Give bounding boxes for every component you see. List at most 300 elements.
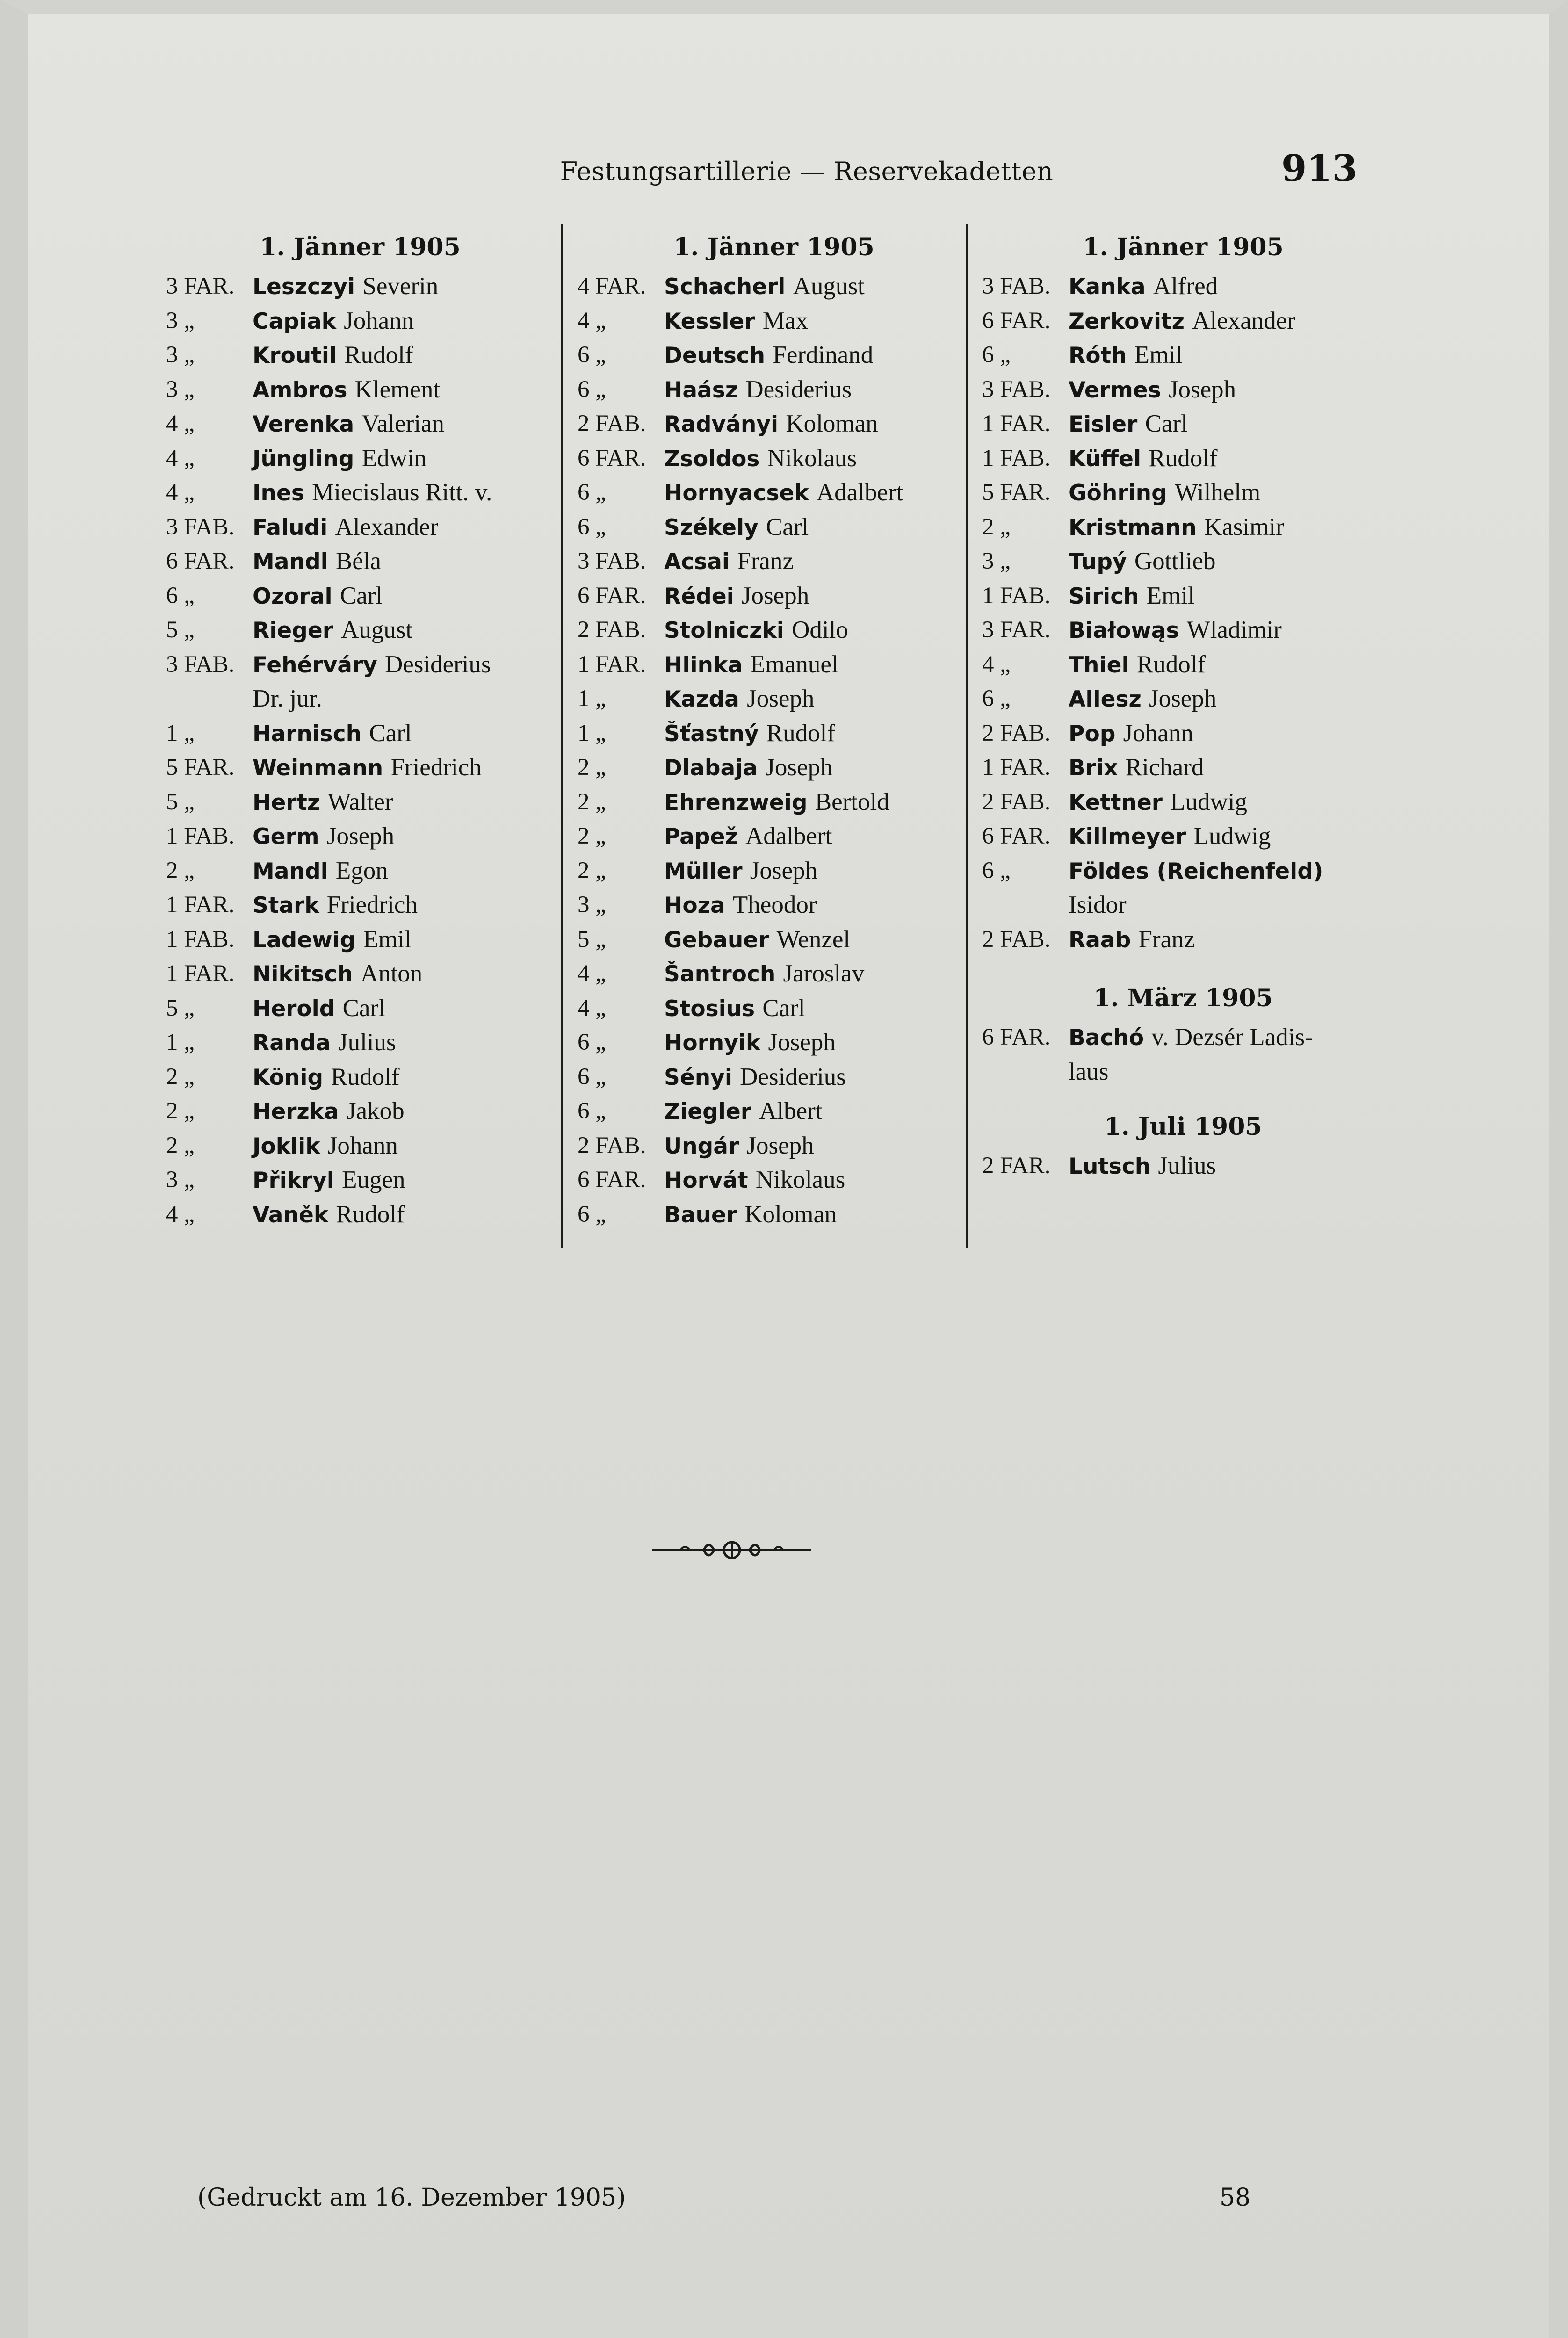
surname: Gebauer: [664, 927, 769, 953]
person-name: [664, 304, 970, 339]
unit-label: 2 FAB.: [982, 720, 1051, 746]
given-name: Alfred: [1153, 273, 1218, 300]
person-name: [253, 750, 554, 785]
surname: Ziegler: [664, 1099, 751, 1125]
surname: Ladewig: [253, 927, 356, 953]
list-entry: [166, 476, 554, 510]
unit-label: 4 „: [166, 479, 195, 505]
section-heading: 1. Juli 1905: [1104, 1112, 1262, 1141]
given-name: Walter: [327, 788, 393, 815]
given-name: Dr. jur.: [253, 685, 322, 712]
person-name: [253, 854, 554, 888]
person-name: [1069, 1020, 1384, 1055]
given-name: Richard: [1125, 754, 1204, 781]
unit-label: 6 „: [578, 1098, 606, 1124]
surname: Capiak: [253, 308, 336, 334]
given-name: Desiderius: [740, 1063, 846, 1090]
unit-label: 3 FAB.: [166, 651, 235, 678]
person-name: [253, 269, 554, 304]
surname: Küffel: [1069, 446, 1142, 472]
surname: Radványi: [664, 411, 779, 437]
surname: Faludi: [253, 514, 328, 541]
unit-label: 1 FAB.: [166, 823, 235, 849]
name-gap: [725, 891, 733, 919]
list-entry: [166, 854, 554, 888]
surname: Ambros: [253, 377, 347, 403]
unit-label: 4 „: [166, 1201, 195, 1227]
name-gap: [743, 857, 750, 885]
list-entry: [982, 269, 1384, 304]
list-entry: [166, 373, 554, 407]
name-gap: [383, 754, 390, 781]
name-gap: [304, 479, 312, 506]
name-gap: [1139, 582, 1147, 610]
person-name: [664, 923, 970, 957]
surname: Weinmann: [253, 755, 383, 781]
given-name: Wladimir: [1186, 616, 1282, 643]
person-name: [253, 1025, 554, 1060]
unit-label: 2 „: [578, 857, 606, 884]
list-entry: [982, 682, 1384, 716]
given-name: Adalbert: [816, 479, 903, 506]
person-name: [664, 957, 970, 991]
name-gap: [361, 720, 369, 747]
name-gap: [755, 995, 762, 1022]
unit-label: 2 „: [166, 857, 195, 884]
name-gap: [377, 651, 385, 678]
name-gap: [1129, 651, 1137, 678]
given-name: Desiderius: [745, 375, 852, 403]
given-name: Wilhelm: [1174, 479, 1261, 506]
unit-label: 6 FAR.: [578, 582, 646, 609]
unit-label: 2 „: [982, 513, 1011, 540]
name-gap: [1118, 754, 1125, 781]
person-name: [664, 1094, 970, 1129]
name-gap: [1142, 685, 1149, 713]
person-name: [253, 716, 554, 751]
list-entry: [166, 819, 554, 854]
unit-label: 6 „: [982, 342, 1011, 368]
surname: Hornyacsek: [664, 480, 809, 506]
unit-label: 6 „: [166, 582, 195, 609]
surname: Germ: [253, 824, 319, 850]
surname: Mandl: [253, 549, 328, 575]
sheet-signature: 58: [1220, 2184, 1251, 2212]
list-entry: [166, 441, 554, 476]
name-gap: [755, 307, 763, 335]
entry-list: [982, 269, 1384, 957]
given-name: Joseph: [746, 1132, 814, 1159]
list-entry: [578, 579, 970, 613]
list-entry: [166, 613, 554, 648]
list-entry: [578, 716, 970, 751]
person-name: [664, 544, 970, 579]
given-name: Carl: [342, 994, 385, 1022]
person-name: [664, 1060, 970, 1095]
name-gap: [319, 891, 326, 919]
surname: Müller: [664, 858, 743, 884]
person-name: [253, 1163, 554, 1198]
person-name: [664, 476, 970, 510]
surname: Fehérváry: [253, 652, 377, 678]
person-name: [253, 1198, 554, 1232]
person-name: [664, 785, 970, 820]
unit-label: 1 „: [578, 720, 606, 746]
given-name: Albert: [759, 1097, 823, 1125]
name-gap: [1127, 548, 1134, 575]
surname: Hlinka: [664, 652, 743, 678]
running-head: Festungsartillerie — Reservekadetten: [560, 157, 1054, 186]
unit-label: [982, 888, 1069, 923]
given-name: Wenzel: [776, 925, 851, 953]
surname: Thiel: [1069, 652, 1129, 678]
person-name: [1069, 269, 1384, 304]
person-name: [253, 441, 554, 476]
given-name: Carl: [766, 513, 809, 541]
name-gap: [1161, 376, 1169, 404]
unit-label: 3 FAR.: [166, 273, 235, 299]
name-gap: [347, 376, 354, 404]
surname: Stark: [253, 893, 319, 918]
given-name: Friedrich: [326, 891, 418, 918]
given-name: Kasimir: [1204, 513, 1284, 541]
list-entry: [578, 682, 970, 716]
unit-label: 1 „: [166, 1029, 195, 1055]
unit-label: 3 FAB.: [166, 513, 235, 540]
person-name: [664, 648, 970, 682]
name-gap: [1127, 341, 1134, 369]
unit-label: 2 „: [578, 823, 606, 849]
list-entry: [982, 888, 1384, 923]
person-name: [253, 613, 554, 648]
given-name: Miecislaus Ritt. v.: [312, 479, 492, 506]
name-gap: [333, 616, 341, 644]
list-entry: [578, 854, 970, 888]
given-name: Rudolf: [331, 1063, 400, 1090]
name-gap: [323, 1063, 331, 1091]
name-gap: [738, 376, 745, 404]
person-name: [253, 923, 554, 957]
unit-label: 6 „: [578, 1063, 606, 1090]
list-entry: [982, 785, 1384, 820]
person-name: [253, 1094, 554, 1129]
person-name: [1069, 750, 1384, 785]
person-name: [1069, 888, 1384, 923]
list-entry: [578, 476, 970, 510]
given-name: Nikolaus: [755, 1166, 845, 1193]
surname: Haász: [664, 377, 738, 403]
list-entry: [578, 957, 970, 991]
list-entry: [982, 819, 1384, 854]
list-entry: [578, 1163, 970, 1198]
surname: König: [253, 1064, 324, 1090]
given-name: Bertold: [815, 788, 889, 815]
surname: Kroutil: [253, 343, 337, 368]
list-entry: [166, 1198, 554, 1232]
list-entry: [166, 1094, 554, 1129]
person-name: [253, 373, 554, 407]
given-name: Alexander: [335, 513, 439, 541]
given-name: Eugen: [342, 1166, 405, 1193]
given-name: Theodor: [732, 891, 817, 918]
given-name: Friedrich: [390, 754, 482, 781]
list-entry: [166, 579, 554, 613]
given-name: Klement: [354, 375, 441, 403]
person-name: [664, 888, 970, 923]
list-entry: [578, 269, 970, 304]
unit-label: 4 „: [166, 411, 195, 437]
person-name: [253, 1060, 554, 1095]
column-heading: 1. Jänner 1905: [260, 233, 461, 261]
unit-label: 3 „: [166, 376, 195, 403]
surname: Herold: [253, 996, 335, 1022]
given-name: Ludwig: [1193, 823, 1271, 850]
list-entry: [166, 1129, 554, 1163]
unit-label: 6 FAR.: [982, 307, 1051, 334]
surname: Zerkovitz: [1069, 308, 1185, 334]
column-1: [166, 234, 554, 1232]
given-name: Ferdinand: [773, 341, 874, 368]
person-name: [664, 613, 970, 648]
given-name: August: [341, 616, 413, 643]
list-entry: [982, 544, 1384, 579]
unit-label: 1 FAB.: [982, 582, 1051, 609]
person-name: [1069, 510, 1384, 545]
unit-label: 6 „: [578, 342, 606, 368]
unit-label: 6 FAR.: [166, 548, 235, 574]
person-name: [253, 579, 554, 613]
section-heading: 1. März 1905: [1093, 984, 1273, 1012]
unit-label: 2 „: [166, 1098, 195, 1124]
column-3: [982, 234, 1384, 1183]
given-name: Odilo: [792, 616, 848, 643]
column-heading: 1. Jänner 1905: [673, 233, 874, 261]
surname: Leszczyi: [253, 274, 355, 300]
unit-label: 4 „: [578, 960, 606, 987]
given-name: Emil: [1134, 341, 1183, 368]
person-name: [253, 785, 554, 820]
person-name: [1069, 854, 1384, 888]
name-gap: [336, 307, 344, 335]
list-entry: [982, 441, 1384, 476]
given-name: Rudolf: [766, 719, 836, 747]
surname: Mandl: [253, 858, 328, 884]
name-gap: [328, 1201, 336, 1228]
given-name: Franz: [737, 548, 794, 575]
list-entry: [578, 304, 970, 339]
person-name: [664, 579, 970, 613]
surname: Ines: [253, 480, 304, 506]
person-name: [664, 510, 970, 545]
name-gap: [759, 720, 766, 747]
surname: Lutsch: [1069, 1154, 1151, 1179]
unit-label: 5 „: [166, 788, 195, 815]
unit-label: 2 FAB.: [982, 926, 1051, 953]
surname: Joklik: [253, 1133, 320, 1159]
name-gap: [758, 754, 765, 781]
surname: Randa: [253, 1030, 331, 1056]
surname: Acsai: [664, 549, 730, 575]
unit-label: 1 FAR.: [166, 892, 235, 918]
name-gap: [734, 582, 742, 610]
surname: Kanka: [1069, 274, 1146, 300]
given-name: Emil: [1146, 582, 1195, 609]
list-entry: [982, 373, 1384, 407]
list-entry: [578, 407, 970, 441]
unit-label: 1 „: [578, 686, 606, 712]
surname: Nikitsch: [253, 961, 353, 987]
name-gap: [1115, 720, 1123, 747]
surname: Jüngling: [253, 446, 354, 472]
person-name: [664, 682, 970, 716]
list-entry: [166, 716, 554, 751]
list-entry: [578, 613, 970, 648]
column-divider: [561, 224, 563, 1248]
list-entry: [166, 682, 554, 716]
given-name: Emanuel: [750, 650, 838, 678]
unit-label: 4 „: [166, 445, 195, 471]
unit-label: 2 „: [166, 1132, 195, 1159]
given-name: Max: [762, 307, 808, 334]
list-entry: [982, 854, 1384, 888]
list-entry: [578, 888, 970, 923]
list-entry: [982, 338, 1384, 373]
given-name: Carl: [340, 582, 383, 609]
name-gap: [732, 1063, 740, 1091]
person-name: [1069, 476, 1384, 510]
person-name: [664, 1129, 970, 1163]
surname: Kettner: [1069, 789, 1163, 815]
name-gap: [751, 1097, 759, 1125]
person-name: [1069, 923, 1384, 957]
surname: Bachó: [1069, 1025, 1144, 1051]
name-gap: [738, 823, 745, 850]
person-name: [1069, 544, 1384, 579]
name-gap: [1150, 1152, 1158, 1180]
person-name: [1069, 579, 1384, 613]
surname: Vaněk: [253, 1202, 329, 1228]
person-name: [253, 476, 554, 510]
person-name: [664, 716, 970, 751]
name-gap: [339, 1097, 347, 1125]
name-gap: [1137, 410, 1145, 438]
name-gap: [759, 445, 767, 472]
list-entry: [982, 304, 1384, 339]
person-name: [253, 510, 554, 545]
surname: Göhring: [1069, 480, 1167, 506]
name-gap: [748, 1166, 756, 1194]
page-number: 913: [1281, 147, 1358, 190]
given-name: Carl: [762, 994, 805, 1022]
person-name: [253, 991, 554, 1026]
person-name: [253, 1129, 554, 1163]
name-gap: [1186, 823, 1193, 850]
person-name: [1069, 373, 1384, 407]
list-entry: [982, 1055, 1384, 1090]
list-entry: [982, 1020, 1384, 1055]
list-entry: [982, 648, 1384, 682]
person-name: [1069, 682, 1384, 716]
given-name: Johann: [344, 307, 414, 334]
name-gap: [353, 960, 361, 988]
given-name: Franz: [1138, 925, 1195, 953]
given-name: Koloman: [786, 410, 878, 437]
surname: Přikryl: [253, 1168, 334, 1193]
given-name: Johann: [1123, 719, 1193, 747]
list-entry: [578, 1094, 970, 1129]
name-gap: [327, 513, 335, 541]
list-entry: [166, 338, 554, 373]
surname: Hornyik: [664, 1030, 761, 1056]
unit-label: 2 „: [578, 754, 606, 780]
person-name: [664, 1163, 970, 1198]
entry-list: [578, 269, 970, 1232]
list-entry: [982, 407, 1384, 441]
list-entry: [578, 338, 970, 373]
unit-label: [166, 682, 253, 716]
unit-label: 6 „: [982, 857, 1011, 884]
list-entry: [166, 544, 554, 579]
unit-label: 3 FAB.: [982, 376, 1051, 403]
list-entry: [166, 957, 554, 991]
given-name: laus: [1069, 1058, 1109, 1085]
unit-label: 1 FAR.: [166, 960, 235, 987]
person-name: [253, 819, 554, 854]
surname: Hoza: [664, 893, 725, 918]
name-gap: [759, 513, 766, 541]
given-name: Carl: [369, 719, 412, 747]
name-gap: [730, 548, 737, 575]
list-entry: [166, 510, 554, 545]
person-name: [1069, 441, 1384, 476]
person-name: [253, 304, 554, 339]
unit-label: 6 „: [578, 1201, 606, 1227]
unit-label: 4 „: [578, 995, 606, 1021]
person-name: [253, 648, 554, 682]
unit-label: 6 FAR.: [982, 823, 1051, 849]
person-name: [1069, 1149, 1384, 1183]
person-name: [664, 1198, 970, 1232]
name-gap: [1197, 513, 1204, 541]
given-name: Severin: [362, 273, 439, 300]
surname: Raab: [1069, 927, 1131, 953]
list-entry: [166, 304, 554, 339]
person-name: [664, 991, 970, 1026]
list-entry: [166, 888, 554, 923]
given-name: Adalbert: [745, 823, 832, 850]
surname: Földes (Reichenfeld): [1069, 858, 1323, 884]
surname: Deutsch: [664, 343, 766, 368]
list-entry: [578, 819, 970, 854]
given-name: Jakob: [346, 1097, 405, 1125]
imprint-note: (Gedruckt am 16. Dezember 1905): [197, 2184, 626, 2212]
unit-label: 1 FAR.: [982, 411, 1051, 437]
unit-label: 5 „: [578, 926, 606, 953]
unit-label: 6 „: [982, 686, 1011, 712]
person-name: [1069, 1055, 1384, 1090]
surname: Tupý: [1069, 549, 1127, 575]
given-name: August: [793, 273, 865, 300]
surname: Šťastný: [664, 721, 759, 747]
surname: Hertz: [253, 789, 320, 815]
given-name: Edwin: [361, 444, 426, 472]
unit-label: 2 „: [578, 788, 606, 815]
surname: Székely: [664, 514, 759, 541]
name-gap: [355, 926, 363, 953]
unit-label: 5 FAR.: [166, 754, 235, 780]
name-gap: [739, 1132, 746, 1160]
unit-label: 6 „: [578, 479, 606, 505]
